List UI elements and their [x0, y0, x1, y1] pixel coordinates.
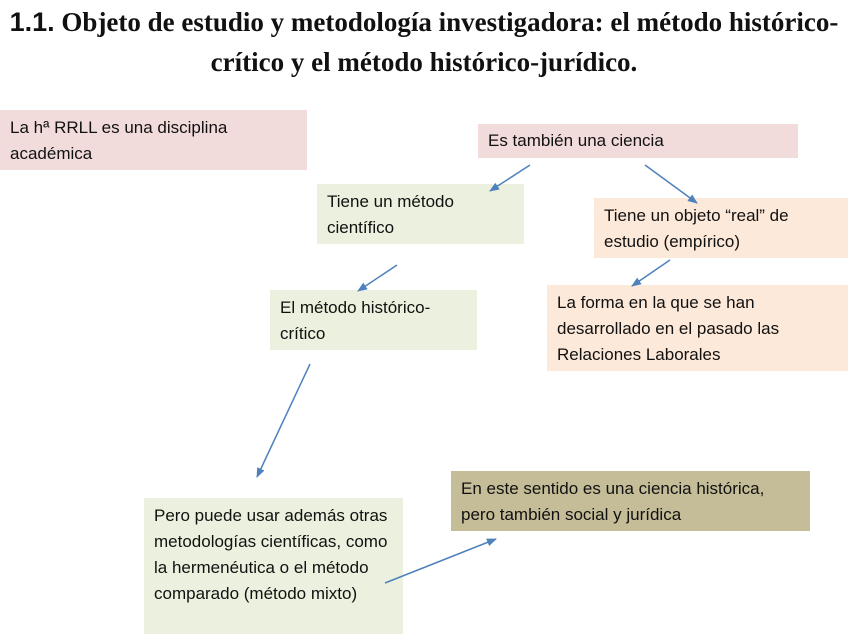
box-real-object: Tiene un objeto “real” de estudio (empírico): [594, 198, 848, 258]
box-academic-discipline: La hª RRLL es una disciplina académica: [0, 110, 307, 170]
title-text: Objeto de estudio y metodología investigadora: el método histórico-crítico y el método histórico-jurídico.: [61, 7, 839, 77]
arrow-other-methods-to-conclusion: [385, 539, 496, 583]
box-conclusion: En este sentido es una ciencia histórica, pero también social y jurídica: [451, 471, 810, 531]
box-scientific-method: Tiene un método científico: [317, 184, 524, 244]
arrow-science-to-method: [490, 165, 530, 191]
arrow-science-to-object: [645, 165, 697, 203]
arrow-object-to-labour-relations: [632, 260, 670, 286]
title-number: 1.1.: [9, 7, 55, 37]
arrow-historical-critical-to-other-methods: [257, 364, 310, 477]
box-also-science: Es también una ciencia: [478, 124, 798, 158]
box-labour-relations-past: La forma en la que se han desarrollado en el pasado las Relaciones Laborales: [547, 285, 848, 371]
box-historical-critical-method: El método histórico-crítico: [270, 290, 477, 350]
box-other-methodologies: Pero puede usar además otras metodologías científicas, como la hermenéutica o el método comparado (método mixto): [144, 498, 403, 634]
arrow-method-to-historical-critical: [358, 265, 397, 291]
